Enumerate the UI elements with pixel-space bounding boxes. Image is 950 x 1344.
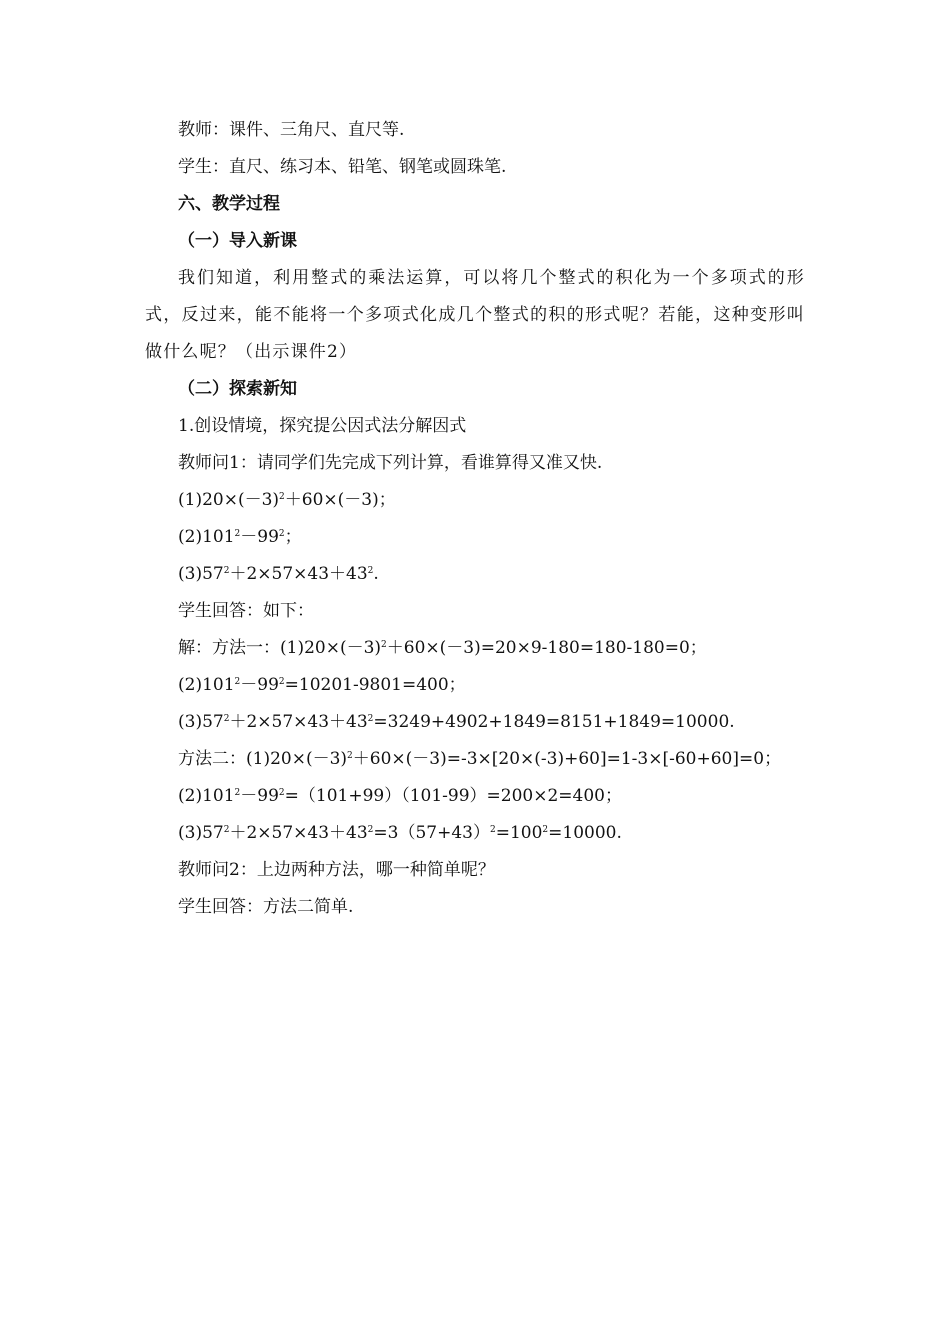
method2-step-3: $(3)57^2+2\times 57\times 43+43^2=3(57+43)^2=100^2=10000$. xyxy=(178,823,622,843)
problem-3: $(3)57^2+2\times 57\times 43+43^2$. xyxy=(178,564,379,584)
problem-2: $(2)101^2-99^2$； xyxy=(178,527,302,547)
method2-step-1: 方法二：$(1)20\times(-3)^2+60\times(-3)=-3\times[20\times(-3)+60]=1-3\times[-60+60]=0$； xyxy=(178,749,782,769)
lesson-content xyxy=(145,112,805,926)
method1-step-2: $(2)101^2-99^2=10201-9801=400$； xyxy=(178,675,466,695)
method1-step-1: 解：方法一：$(1)20\times(-3)^2+60\times(-3)=20\times 9-180=180-180=0$； xyxy=(178,638,707,658)
teacher-materials: 教师：课件、三角尺、直尺等. xyxy=(178,120,405,140)
student-materials: 学生：直尺、练习本、铅笔、钢笔或圆珠笔. xyxy=(178,157,507,177)
method2-step-2: $(2)101^2-99^2=(101+99)(101-99)=200\times 2=400$； xyxy=(178,786,622,806)
problem-1: $(1)20\times(-3)^2+60\times(-3)$； xyxy=(178,490,396,510)
section-title-teaching-process: 六、教学过程 xyxy=(178,194,280,214)
introduction-paragraph: 我们知道，利用整式的乘法运算，可以将几个整式的积化为一个多项式的形式，反过来，能不能将一个多项式化成几个整式的积的形式呢？若能，这种变形叫做什么呢？（出示课件2） xyxy=(145,268,805,362)
student-answer-intro: 学生回答：如下： xyxy=(178,601,314,621)
subsection-title-introduction: （一）导入新课 xyxy=(178,231,297,251)
teacher-question-1: 教师问1：请同学们先完成下列计算，看谁算得又准又快. xyxy=(178,453,603,473)
teacher-question-2: 教师问2：上边两种方法，哪一种简单呢？ xyxy=(178,860,495,880)
explore-subtitle: 1.创设情境，探究提公因式法分解因式 xyxy=(178,416,467,436)
method1-step-3: $(3)57^2+2\times 57\times 43+43^2=3249+4902+1849=8151+1849=10000$. xyxy=(178,712,735,732)
subsection-title-explore: （二）探索新知 xyxy=(178,379,297,399)
student-answer-2: 学生回答：方法二简单. xyxy=(178,897,354,917)
